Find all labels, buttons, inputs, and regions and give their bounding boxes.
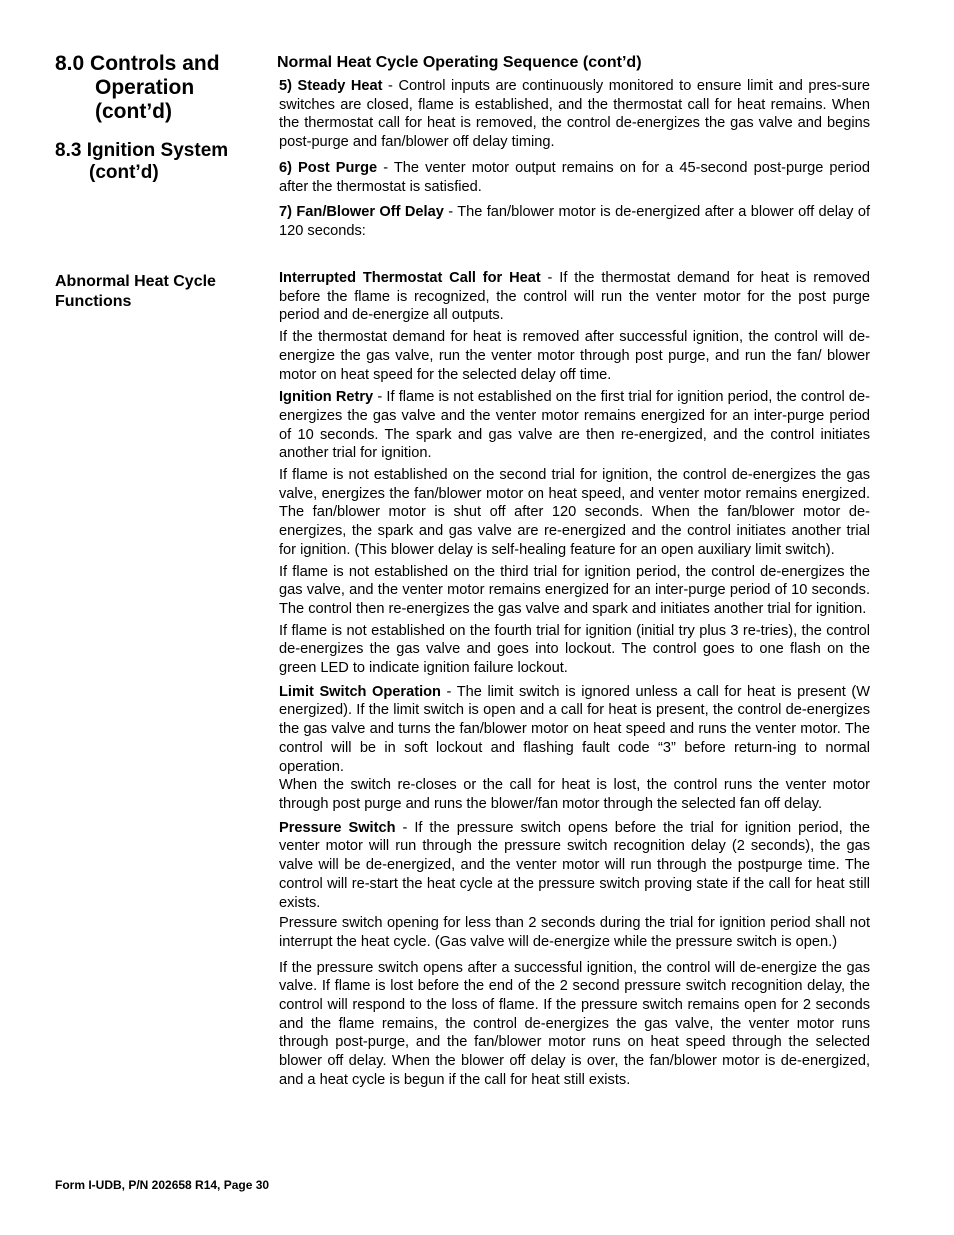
ignition-retry-text: - If flame is not established on the first trial for ignition period, the control de-energizes the gas valve and the venter motor remains energized for an inter-purge period of 10 seconds. The spark and gas valve are then re-energized, and the control initiates another trial for ignition.: [279, 389, 870, 462]
subsection-title: [55, 140, 260, 184]
ignition-retry-paragraph-3: If flame is not established on the third trial for ignition period, the control de-energizes the gas valve, and the venter motor remains energized for an inter-purge period of 10 seconds. The control then re-energizes the gas valve and spark and initiates another trial for ignition.: [279, 563, 870, 617]
pressure-switch-paragraph-3: If the pressure switch opens after a successful ignition, the control will de-energize the gas valve. If flame is lost before the end of the 2 second pressure switch recognition delay, the control will respond to the loss of flame. If the pressure switch remains open for 2 seconds and the flame remains, the control de-energizes the gas valve, the venter motor runs through post-purge, and the fan/blower motor runs on heat speed through the selected blower off delay. When the blower off delay is over, the fan/blower motor is de-energized, and a heat cycle is begun if the call for heat still exists.: [279, 959, 870, 1088]
left-headings: [55, 52, 260, 184]
post-purge-paragraph: [279, 159, 870, 196]
interrupted-paragraph: [279, 269, 870, 325]
subsection-title-line2: (cont’d): [89, 162, 159, 183]
limit-switch-text: - The limit switch is ignored unless a call for heat is present (W energized). If the limit switch is open and a call for heat is present, the control de-energizes the gas valve and turns the fan/blower motor on heat speed and runs the venter motor. The control will be in soft lockout and flashing fault code “3” before return-ing to normal operation.: [279, 683, 870, 775]
subsection-title-line1: 8.3 Ignition System: [55, 140, 229, 161]
pressure-switch-paragraph: [279, 819, 870, 913]
post-purge-title: 6) Post Purge: [279, 159, 378, 176]
interrupted-paragraph-2: If the thermostat demand for heat is removed after successful ignition, the control will de-energize the gas valve, run the venter motor through post purge, and run the fan/ blower motor on heat speed for the selected delay off time.: [279, 329, 870, 383]
steady-heat-title: 5) Steady Heat: [279, 78, 383, 94]
fan-delay-title: 7) Fan/Blower Off Delay: [279, 204, 444, 221]
ignition-retry-title: Ignition Retry: [279, 389, 374, 406]
ignition-retry-paragraph-2: If flame is not established on the second trial for ignition, the control de-energizes the gas valve, energizes the fan/blower motor on heat speed, and venter motor remains energized. The fan/blower motor is shut off after 120 seconds. When the fan/blower motor de-energizes, the spark and gas valve are re-energized and the control initiates another trial for ignition. (This blower delay is self-healing feature for an open auxiliary limit switch).: [279, 467, 870, 558]
section-title-line2: Operation: [95, 76, 195, 99]
post-purge-text: - The venter motor output remains on for a 45-second post-purge period after the thermostat is satisfied.: [279, 159, 870, 195]
ignition-retry-paragraph: [279, 388, 870, 463]
interrupted-text: - If the thermostat demand for heat is removed before the flame is recognized, the control will run the venter motor for the post purge period and de-energize all outputs.: [279, 270, 870, 324]
normal-sequence-body: [279, 77, 870, 241]
limit-switch-paragraph: [279, 683, 870, 777]
ignition-retry-paragraph-4: If flame is not established on the fourth trial for ignition (initial try plus 3 re-tries), the control de-energizes the gas valve and goes into lockout. The control goes to one flash on the green LED to indicate ignition failure lockout.: [279, 622, 870, 677]
steady-heat-paragraph: [279, 77, 870, 152]
limit-switch-paragraph-2: When the switch re-closes or the call for heat is lost, the control runs the venter motor through post purge and runs the blower/fan motor through the selected fan off delay.: [279, 777, 870, 812]
normal-sequence-heading: Normal Heat Cycle Operating Sequence (cont’d): [277, 54, 642, 71]
steady-heat-text: - Control inputs are continuously monitored to ensure limit and pres-sure switches are closed, flame is established, and the thermostat call for heat remains. When the thermostat call for heat is removed, the control de-energizes the gas valve and begins post-purge and fan/blower off delay timing.: [279, 78, 870, 151]
page-footer: Form I-UDB, P/N 202658 R14, Page 30: [55, 1178, 270, 1192]
fan-delay-text: - The fan/blower motor is de-energized after a blower off delay of 120 seconds:: [279, 204, 870, 239]
fan-delay-paragraph: [279, 203, 870, 240]
abnormal-label-line2: Functions: [55, 293, 132, 310]
limit-switch-title: Limit Switch Operation: [279, 683, 441, 700]
pressure-switch-title: Pressure Switch: [279, 819, 396, 836]
pressure-switch-paragraph-2: Pressure switch opening for less than 2 seconds during the trial for ignition period shall not interrupt the heat cycle. (Gas valve will de-energize while the pressure switch is open.): [279, 915, 870, 950]
interrupted-title: Interrupted Thermostat Call for Heat: [279, 270, 541, 286]
section-title: [55, 52, 260, 124]
abnormal-heat-cycle-label: [55, 272, 255, 312]
section-title-line1: 8.0 Controls and: [55, 52, 220, 75]
abnormal-label-line1: Abnormal Heat Cycle: [55, 273, 216, 290]
section-title-line3: (cont’d): [95, 100, 172, 123]
abnormal-functions-body: [279, 269, 870, 1090]
pressure-switch-text: - If the pressure switch opens before the trial for ignition period, the venter motor will run through the pressure switch recognition delay (2 seconds), the gas valve will be de-energized, and the venter motor will run through the postpurge time. The control will re-start the heat cycle at the pressure switch proving state if the call for heat still exists.: [279, 819, 870, 911]
